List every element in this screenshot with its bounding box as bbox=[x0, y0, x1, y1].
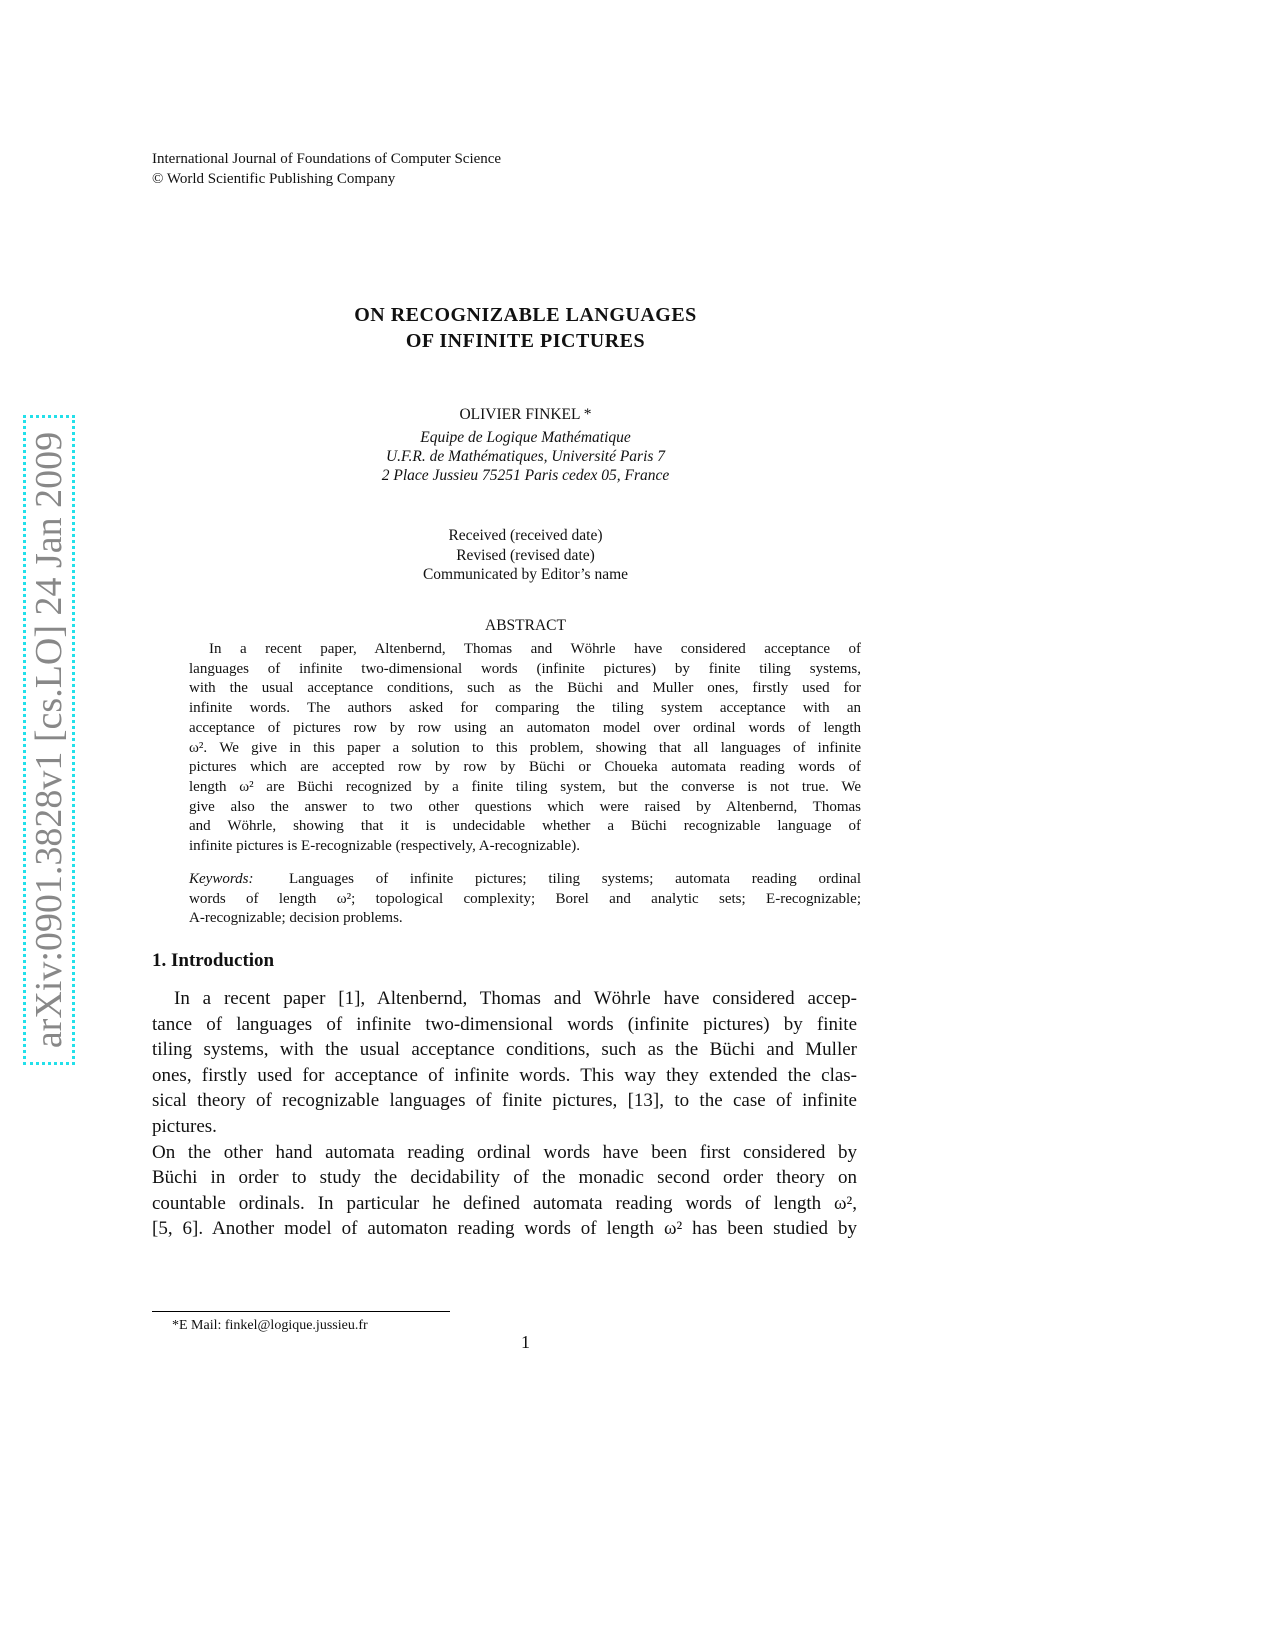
body-line: ones, firstly used for acceptance of infinite words. This way they extended the clas- bbox=[152, 1064, 857, 1086]
abstract-line: ω². We give in this paper a solution to this problem, showing that all languages of infinite bbox=[189, 739, 861, 756]
copyright: © World Scientific Publishing Company bbox=[152, 171, 396, 187]
body-line: Büchi in order to study the decidability of the monadic second order theory on bbox=[152, 1167, 857, 1189]
abstract-line: In a recent paper, Altenbernd, Thomas and Wöhrle have considered acceptance of bbox=[209, 641, 861, 657]
abstract-line: give also the answer to two other questions which were raised by Altenbernd, Thomas bbox=[189, 798, 861, 815]
arxiv-id: arXiv:0901.3828v1 [cs.LO] 24 Jan 2009 bbox=[28, 431, 70, 1049]
footnote-rule bbox=[152, 1311, 450, 1312]
title-line-1: ON RECOGNIZABLE LANGUAGES bbox=[354, 304, 697, 326]
body-line: tiling systems, with the usual acceptance conditions, such as the Büchi and Muller bbox=[152, 1039, 857, 1061]
title-line-2: OF INFINITE PICTURES bbox=[405, 330, 646, 352]
revised-date: Revised (revised date) bbox=[456, 547, 595, 564]
body-line: In a recent paper [1], Altenbernd, Thomas and Wöhrle have considered accep- bbox=[174, 988, 857, 1009]
section-heading: 1. Introduction bbox=[152, 950, 275, 971]
abstract-line: and Wöhrle, showing that it is undecidable whether a Büchi recognizable language of bbox=[189, 818, 861, 835]
abstract-line: languages of infinite two-dimensional words (infinite pictures) by finite tiling systems, bbox=[189, 660, 861, 677]
affiliation-line: U.F.R. de Mathématiques, Université Paris 7 bbox=[385, 448, 666, 465]
body-line: countable ordinals. In particular he defined automata reading words of length ω², bbox=[152, 1192, 857, 1214]
body-line: On the other hand automata reading ordinal words have been first considered by bbox=[152, 1141, 857, 1163]
arxiv-stamp bbox=[23, 415, 75, 1065]
footnote: *E Mail: finkel@logique.jussieu.fr bbox=[172, 1318, 368, 1333]
abstract-line: infinite pictures is E-recognizable (respectively, A-recognizable). bbox=[189, 838, 580, 854]
abstract-line: acceptance of pictures row by row using an automaton model over ordinal words of length bbox=[189, 719, 861, 736]
page-number: 1 bbox=[521, 1332, 530, 1352]
abstract-heading: ABSTRACT bbox=[485, 617, 566, 634]
abstract-line: length ω² are Büchi recognized by a finite tiling system, but the converse is not true. We bbox=[189, 778, 861, 795]
abstract-line: pictures which are accepted row by row by Büchi or Choueka automata reading words of bbox=[189, 759, 861, 776]
body-line: [5, 6]. Another model of automaton reading words of length ω² has been studied by bbox=[152, 1218, 857, 1240]
keywords-label: Keywords: bbox=[189, 871, 254, 887]
affiliation-line: Equipe de Logique Mathématique bbox=[420, 429, 631, 446]
affiliation-line: 2 Place Jussieu 75251 Paris cedex 05, France bbox=[381, 467, 670, 484]
body-line: pictures. bbox=[152, 1116, 217, 1137]
keywords-line: words of length ω²; topological complexity; Borel and analytic sets; E-recognizable; bbox=[189, 891, 861, 907]
received-date: Received (received date) bbox=[448, 527, 603, 544]
abstract-line: with the usual acceptance conditions, such as the Büchi and Muller ones, firstly used for bbox=[189, 680, 861, 697]
abstract-line: infinite words. The authors asked for comparing the tiling system acceptance with an bbox=[189, 700, 861, 717]
communicated-by: Communicated by Editor’s name bbox=[422, 566, 629, 583]
body-line: tance of languages of infinite two-dimensional words (infinite pictures) by finite bbox=[152, 1013, 857, 1035]
journal-name: International Journal of Foundations of Computer Science bbox=[152, 151, 502, 167]
keywords-line: Languages of infinite pictures; tiling systems; automata reading ordinal bbox=[289, 871, 861, 887]
body-line: sical theory of recognizable languages of finite pictures, [13], to the case of infinite bbox=[152, 1090, 857, 1112]
author: OLIVIER FINKEL * bbox=[459, 406, 592, 423]
keywords-line: A-recognizable; decision problems. bbox=[189, 910, 403, 926]
